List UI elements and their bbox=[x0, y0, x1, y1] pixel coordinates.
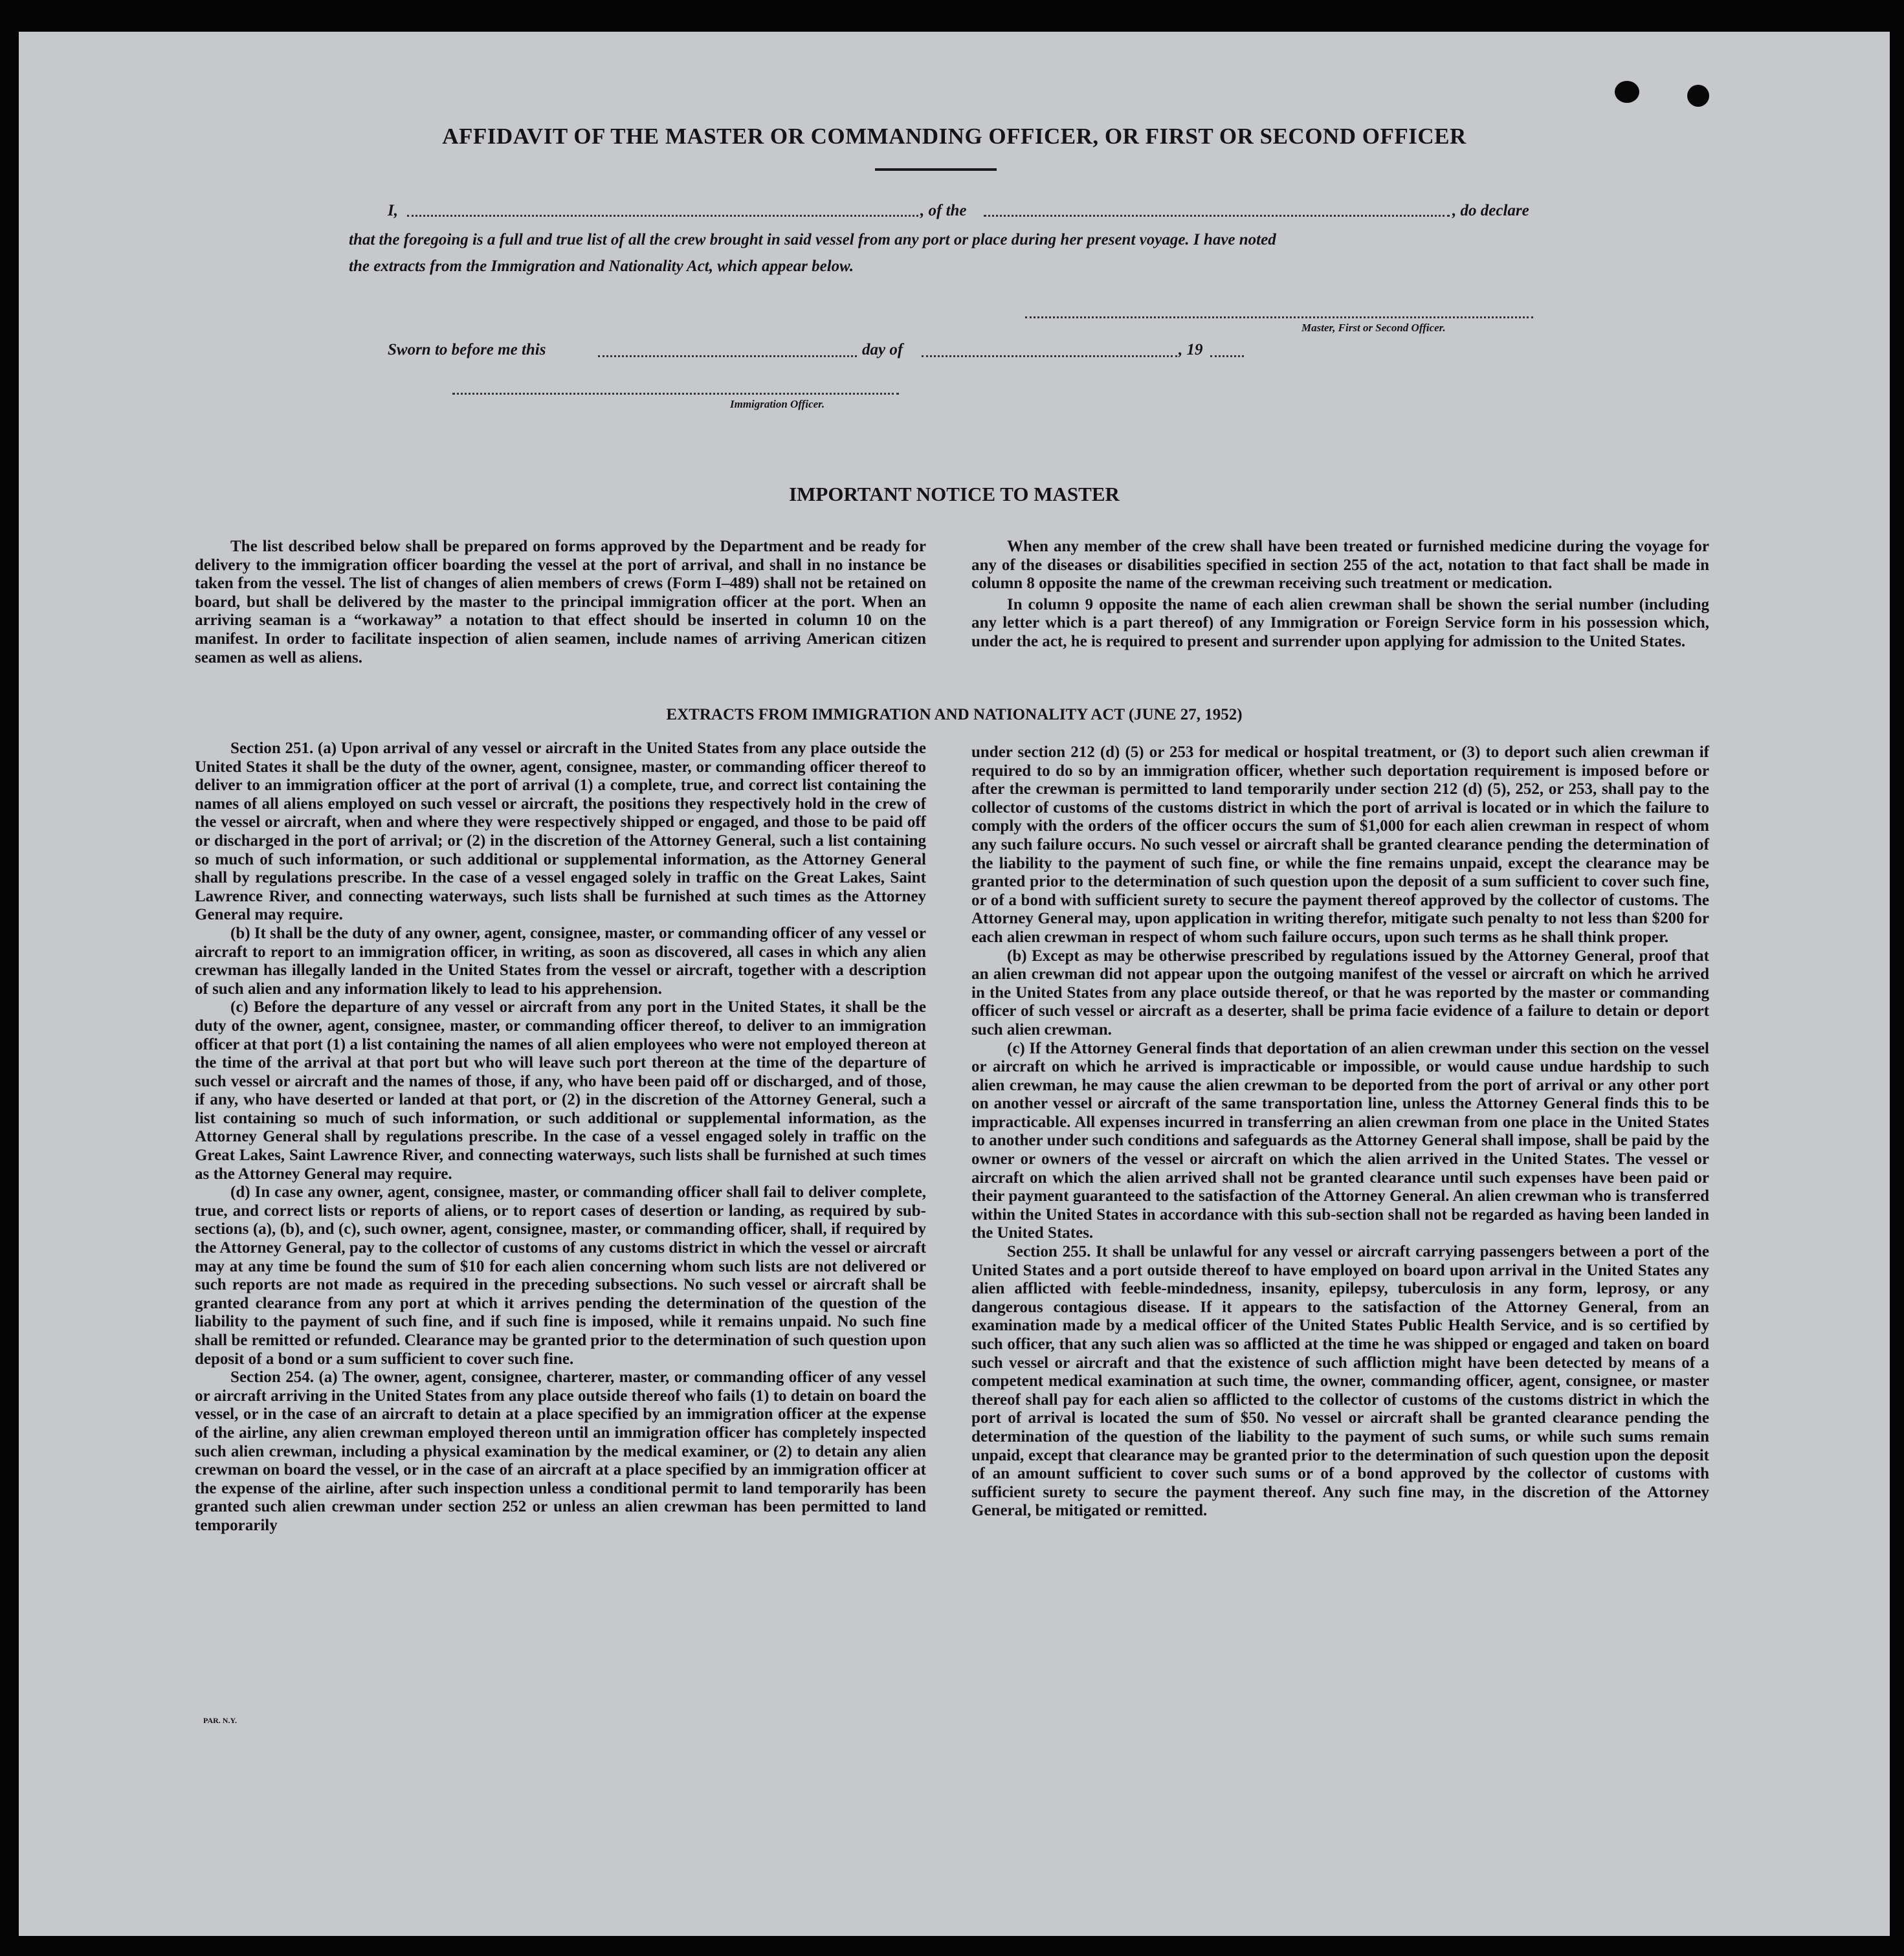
act-paragraph: under section 212 (d) (5) or 253 for medical or hospital treatment, or (3) to deport such alien crewman if required to do so by an immigration officer, whether such deportation requirement is imposed before or after the crewman is permitted to land temporarily under section 212 (d) (5), 252, or 253, shall pay to the collector of customs of the customs district in which the port of arrival is located or in which the failure to comply with the orders of the officer occurs the sum of $1,000 for each alien crewman in respect of whom any such failure occurs. No such vessel or aircraft shall be granted clearance pending the determination of the liability to the payment of such fine, or while the fine remains unpaid, except the clearance may be granted prior to the determination of such question upon the deposit of a sum sufficient to cover such fine, or of a bond with sufficient surety to secure the payment thereof approved by the collector of customs. The Attorney General may, upon application in writing therefor, mitigate such penalty to not less than $200 for each alien crewman in respect of whom such failure occurs, upon such terms as he shall think proper. bbox=[971, 743, 1709, 946]
year-prefix-label: , 19 bbox=[1179, 341, 1203, 358]
do-declare-label: , do declare bbox=[1452, 202, 1529, 219]
affidavit-title: AFFIDAVIT OF THE MASTER OR COMMANDING OFFICER, OR FIRST OR SECOND OFFICER bbox=[442, 124, 1467, 149]
master-signature-field[interactable] bbox=[1025, 316, 1533, 318]
vessel-field[interactable] bbox=[984, 215, 1450, 217]
master-signature-caption: Master, First or Second Officer. bbox=[1301, 322, 1446, 334]
punch-hole-left bbox=[1615, 81, 1639, 103]
punch-hole-right bbox=[1687, 85, 1709, 107]
immigration-officer-caption: Immigration Officer. bbox=[730, 398, 825, 410]
act-paragraph: (c) If the Attorney General finds that deportation of an alien crewman under this section on the vessel or aircraft on which he arrived is impracticable or impossible, or would cause undue hardship to such alien crewman, he may cause the alien crewman to be deported from the port of arrival or any other port on another vessel or aircraft of the same transportation line, unless the Attorney General finds this to be impracticable. All expenses incurred in transferring an alien crewman from one place in the United States to another under such conditions and safeguards as the Attorney General shall impose, shall be paid by the owner or owners of the vessel or aircraft on which the alien arrived in the United States. The vessel or aircraft on which the alien arrived shall not be granted clearance until such expenses have been paid or their payment guaranteed to the satisfaction of the Attorney General. An alien crewman who is transferred within the United States in accordance with this sub-section shall not be regarded as having been landed in the United States. bbox=[971, 1039, 1709, 1242]
immigration-officer-signature-field[interactable] bbox=[452, 393, 899, 395]
extracts-left-column bbox=[195, 740, 926, 1535]
notice-paragraph: In column 9 opposite the name of each alien crewman shall be shown the serial number (including any letter which is a part thereof) of any Immigration or Foreign Service form in his possession which, under the act, he is required to present and surrender upon applying for admission to the United States. bbox=[971, 595, 1709, 650]
act-paragraph: (d) In case any owner, agent, consignee, master, or commanding officer shall fail to deliver complete, true, and correct lists or reports of aliens, or to report cases of desertion or landing, as required by sub-sections (a), (b), and (c), such owner, agent, consignee, master, or commanding officer, shall, if required by the Attorney General, pay to the collector of customs of any customs district in which the vessel or aircraft may at any time be found the sum of $10 for each alien concerning whom such lists are not delivered or such reports are not made as required in the preceding subsections. No such vessel or aircraft shall be granted clearance from any port at which it arrives pending the determination of the question of the liability to the payment of such fine, and if such fine is imposed, while it remains unpaid. No such fine shall be remitted or refunded. Clearance may be granted prior to the determination of such question upon deposit of a bond or a sum sufficient to cover such fine. bbox=[195, 1183, 926, 1368]
extracts-title: EXTRACTS FROM IMMIGRATION AND NATIONALITY ACT (JUNE 27, 1952) bbox=[666, 706, 1243, 723]
extracts-right-column bbox=[971, 743, 1709, 1521]
act-paragraph: Section 254. (a) The owner, agent, consignee, charterer, master, or commanding officer of any vessel or aircraft arriving in the United States from any place outside thereof who fails (1) to detain on board the vessel, or in the case of an aircraft to detain at a place specified by an immigration officer at the expense of the airline, any alien crewman employed thereon until an immigration officer has completely inspected such alien crewman, including a physical examination by the medical examiner, or (2) to detain any alien crewman on board the vessel, or in the case of an aircraft at a place specified by an immigration officer at the expense of the airline, after such inspection unless a conditional permit to land temporarily has been granted such alien crewman under section 252 or unless an alien crewman has been permitted to land temporarily bbox=[195, 1368, 926, 1534]
notice-paragraph: When any member of the crew shall have been treated or furnished medicine during the voyage for any of the diseases or disabilities specified in section 255 of the act, notation to that fact shall be made in column 8 opposite the name of the crewman receiving such treatment or medication. bbox=[971, 538, 1709, 593]
act-paragraph: (b) It shall be the duty of any owner, agent, consignee, master, or commanding officer of any vessel or aircraft to report to an immigration officer, in writing, as soon as discovered, all cases in which any alien crewman has illegally landed in the United States from the vessel or aircraft, together with a description of such alien and any information likely to lead to his apprehension. bbox=[195, 924, 926, 998]
day-of-label: day of bbox=[862, 341, 903, 358]
act-paragraph: (c) Before the departure of any vessel or aircraft from any port in the United States, it shall be the duty of the owner, agent, consignee, master, or commanding officer thereof, to deliver to an immigration officer at that port (1) a list containing the names of all alien employees who were not employed thereon at the time of the arrival at that port but who will leave such port thereon at the time of the departure of such vessel or aircraft and the names of those, if any, who have been paid off or discharged, and of those, if any, who have deserted or landed at that port, or (2) in the discretion of the Attorney General, such a list containing so much of such information, or such additional or supplemental information, as the Attorney General shall by regulations prescribe. In the case of a vessel engaged solely in traffic on the Great Lakes, Saint Lawrence River, and connecting waterways, such lists shall be furnished at such times as the Attorney General may require. bbox=[195, 998, 926, 1183]
notice-right-column bbox=[971, 538, 1709, 652]
act-paragraph: Section 251. (a) Upon arrival of any vessel or aircraft in the United States from any place outside the United States it shall be the duty of the owner, agent, consignee, master, or commanding officer thereof to deliver to an immigration officer at the port of arrival (1) a complete, true, and correct list containing the names of all aliens employed on such vessel or aircraft, the positions they respectively hold in the crew of the vessel or aircraft, when and where they were respectively shipped or engaged, and those to be paid off or discharged in the port of arrival; or (2) in the discretion of the Attorney General, such a list containing so much of such information, or such additional or supplemental information, as the Attorney General shall by regulations prescribe. In the case of a vessel engaged solely in traffic on the Great Lakes, Saint Lawrence River, and connecting waterways, such lists shall be furnished at such times as the Attorney General may require. bbox=[195, 740, 926, 924]
sworn-year-field[interactable] bbox=[1210, 355, 1244, 357]
sworn-month-field[interactable] bbox=[922, 355, 1177, 357]
act-paragraph: (b) Except as may be otherwise prescribed by regulations issued by the Attorney General, proof that an alien crewman did not appear upon the outgoing manifest of the vessel or aircraft on which he arrived in the United States from any place outside thereof, or that he was reported by the master or commanding officer of such vessel or aircraft as a deserter, shall be prima facie evidence of a failure to detain or deport such alien crewman. bbox=[971, 947, 1709, 1038]
title-rule bbox=[875, 168, 997, 171]
of-the-label: , of the bbox=[920, 202, 967, 219]
name-field[interactable] bbox=[407, 215, 918, 217]
declaration-text-line2: the extracts from the Immigration and Nationality Act, which appear below. bbox=[349, 258, 854, 275]
sworn-day-field[interactable] bbox=[598, 355, 857, 357]
form-page bbox=[19, 32, 1890, 1936]
declaration-text-line1: that the foregoing is a full and true list of all the crew brought in said vessel from any port or place during her present voyage. I have noted bbox=[349, 231, 1276, 248]
i-label: I, bbox=[388, 202, 398, 219]
act-paragraph: Section 255. It shall be unlawful for any vessel or aircraft carrying passengers between a port of the United States and a port outside thereof to have employed on board upon arrival in the United States any alien afflicted with feeble-mindedness, insanity, epilepsy, tuberculosis in any form, leprosy, or any dangerous contagious disease. If it appears to the satisfaction of the Attorney General, from an examination made by a medical officer of the United States Public Health Service, and is so certified by such officer, that any such alien was so afflicted at the time he was shipped or engaged and taken on board such vessel or aircraft and that the existence of such affliction might have been detected by means of a competent medical examination at such time, the owner, commanding officer, agent, consignee, or master thereof shall pay for each alien so afflicted to the collector of customs of the customs district in which the port of arrival is located the sum of $50. No vessel or aircraft shall be granted clearance pending the determination of the question of the liability to the payment of such sums, or while such sums remain unpaid, except that clearance may be granted prior to the determination of such question upon the deposit of an amount sufficient to cover such sums or of a bond approved by the collector of customs with sufficient surety to secure the payment thereof. Any such fine may, in the discretion of the Attorney General, be mitigated or remitted. bbox=[971, 1243, 1709, 1520]
notice-paragraph: The list described below shall be prepared on forms approved by the Department and be ready for delivery to the immigration officer boarding the vessel at the port of arrival, and shall in no instance be taken from the vessel. The list of changes of alien members of crews (Form I–489) shall not be retained on board, but shall be delivered by the master to the principal immigration officer at the port. When an arriving seaman is a “workaway” a notation to that effect should be inserted in column 10 on the manifest. In order to facilitate inspection of alien seamen, include names of arriving American citizen seamen as well as aliens. bbox=[195, 538, 926, 666]
sworn-label: Sworn to before me this bbox=[388, 341, 546, 358]
notice-title: IMPORTANT NOTICE TO MASTER bbox=[789, 483, 1120, 505]
notice-left-column bbox=[195, 538, 926, 667]
printer-mark: PAR. N.Y. bbox=[203, 1716, 238, 1725]
